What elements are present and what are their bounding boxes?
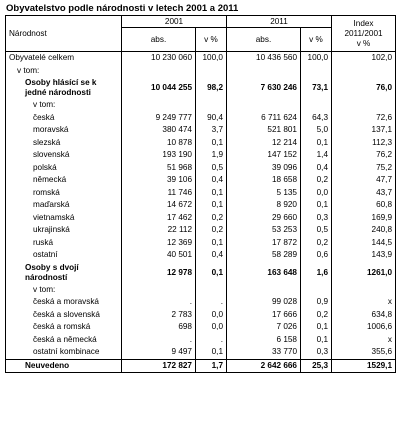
cell-abs-2001 (122, 65, 196, 78)
header-pct-2011: v % (301, 28, 332, 52)
cell-index: x (332, 334, 396, 347)
cell-label: v tom: (6, 284, 122, 297)
cell-abs-2001: 9 497 (122, 346, 196, 359)
cell-abs-2001: 17 462 (122, 212, 196, 225)
cell-abs-2001: . (122, 334, 196, 347)
table-row (6, 99, 396, 112)
table-row (6, 137, 396, 150)
cell-index: 1261,0 (332, 262, 396, 284)
header-index-line3: v % (356, 38, 371, 48)
cell-abs-2011 (227, 99, 301, 112)
cell-abs-2011 (227, 284, 301, 297)
cell-pct-2001 (196, 284, 227, 297)
table-row (6, 321, 396, 334)
cell-abs-2011: 163 648 (227, 262, 301, 284)
cell-abs-2011: 33 770 (227, 346, 301, 359)
table-row (6, 162, 396, 175)
cell-pct-2001: 0,1 (196, 187, 227, 200)
cell-index: 143,9 (332, 249, 396, 262)
cell-abs-2001: . (122, 296, 196, 309)
cell-abs-2011: 18 658 (227, 174, 301, 187)
cell-abs-2011: 17 666 (227, 309, 301, 322)
cell-abs-2011: 7 630 246 (227, 77, 301, 99)
cell-index: 43,7 (332, 187, 396, 200)
cell-pct-2011: 5,0 (301, 124, 332, 137)
table-row (6, 174, 396, 187)
table-caption: Obyvatelstvo podle národnosti v letech 2001 a 2011 (6, 3, 239, 14)
cell-pct-2011: 0,9 (301, 296, 332, 309)
cell-abs-2001 (122, 99, 196, 112)
header-index (332, 16, 396, 52)
cell-index: 240,8 (332, 224, 396, 237)
cell-index: 355,6 (332, 346, 396, 359)
cell-index: 1006,6 (332, 321, 396, 334)
cell-pct-2011: 0,2 (301, 309, 332, 322)
table-row (6, 112, 396, 125)
table-row (6, 262, 396, 284)
table-body (6, 52, 396, 373)
cell-label: polská (6, 162, 122, 175)
table-row (6, 237, 396, 250)
cell-pct-2001: 0,0 (196, 309, 227, 322)
cell-label: ukrajinská (6, 224, 122, 237)
cell-abs-2011: 29 660 (227, 212, 301, 225)
cell-label: slezská (6, 137, 122, 150)
cell-abs-2011: 99 028 (227, 296, 301, 309)
table-row (6, 199, 396, 212)
cell-pct-2011: 0,3 (301, 212, 332, 225)
cell-abs-2001: 172 827 (122, 359, 196, 373)
cell-index (332, 65, 396, 78)
table-row (6, 249, 396, 262)
cell-pct-2001: 90,4 (196, 112, 227, 125)
cell-pct-2001: 0,1 (196, 199, 227, 212)
cell-pct-2011: 0,2 (301, 174, 332, 187)
cell-pct-2011 (301, 284, 332, 297)
cell-pct-2011: 0,0 (301, 187, 332, 200)
cell-pct-2011: 64,3 (301, 112, 332, 125)
cell-pct-2001 (196, 99, 227, 112)
cell-label: Osoby s dvojí národností (6, 262, 122, 284)
cell-abs-2011: 58 289 (227, 249, 301, 262)
cell-abs-2001: 39 106 (122, 174, 196, 187)
cell-pct-2001 (196, 65, 227, 78)
cell-abs-2001: 10 044 255 (122, 77, 196, 99)
cell-abs-2001: 698 (122, 321, 196, 334)
cell-abs-2001: 193 190 (122, 149, 196, 162)
header-index-line2: 2011/2001 (344, 28, 383, 38)
cell-pct-2001: 0,1 (196, 137, 227, 150)
table-row (6, 224, 396, 237)
cell-label: slovenská (6, 149, 122, 162)
nationality-table (5, 15, 396, 373)
cell-pct-2001: 100,0 (196, 52, 227, 65)
cell-index: 72,6 (332, 112, 396, 125)
table-row (6, 52, 396, 65)
cell-index: 144,5 (332, 237, 396, 250)
cell-pct-2001: 1,7 (196, 359, 227, 373)
cell-label: Osoby hlásící se k jedné národnosti (6, 77, 122, 99)
header-abs-2011: abs. (227, 28, 301, 52)
table-row (6, 187, 396, 200)
table-row (6, 346, 396, 359)
cell-label: ostatní kombinace (6, 346, 122, 359)
cell-label: Obyvatelé celkem (6, 52, 122, 65)
cell-label: moravská (6, 124, 122, 137)
cell-pct-2001: 0,4 (196, 174, 227, 187)
cell-pct-2011: 1,4 (301, 149, 332, 162)
cell-pct-2001: 0,0 (196, 321, 227, 334)
cell-index: 76,2 (332, 149, 396, 162)
cell-abs-2011: 12 214 (227, 137, 301, 150)
cell-pct-2011: 25,3 (301, 359, 332, 373)
cell-abs-2001: 12 978 (122, 262, 196, 284)
cell-label: česká a romská (6, 321, 122, 334)
cell-abs-2001: 14 672 (122, 199, 196, 212)
cell-pct-2011: 0,1 (301, 321, 332, 334)
table-row (6, 212, 396, 225)
cell-abs-2011: 6 711 624 (227, 112, 301, 125)
cell-index: 47,7 (332, 174, 396, 187)
table-row (6, 124, 396, 137)
cell-pct-2011: 0,3 (301, 346, 332, 359)
header-year-2011: 2011 (227, 16, 332, 28)
cell-pct-2001: . (196, 334, 227, 347)
cell-abs-2011: 53 253 (227, 224, 301, 237)
cell-index: 112,3 (332, 137, 396, 150)
cell-abs-2011: 521 801 (227, 124, 301, 137)
table-header (6, 16, 396, 52)
cell-pct-2001: 0,1 (196, 262, 227, 284)
cell-label: v tom: (6, 65, 122, 78)
cell-index: 169,9 (332, 212, 396, 225)
cell-pct-2001: 1,9 (196, 149, 227, 162)
cell-index: 1529,1 (332, 359, 396, 373)
cell-pct-2011: 100,0 (301, 52, 332, 65)
cell-label: romská (6, 187, 122, 200)
cell-abs-2001 (122, 284, 196, 297)
cell-abs-2011: 5 135 (227, 187, 301, 200)
cell-abs-2001: 9 249 777 (122, 112, 196, 125)
cell-pct-2011: 1,6 (301, 262, 332, 284)
cell-pct-2011: 73,1 (301, 77, 332, 99)
cell-abs-2011: 7 026 (227, 321, 301, 334)
header-abs-2001: abs. (122, 28, 196, 52)
cell-pct-2011 (301, 65, 332, 78)
cell-pct-2011: 0,1 (301, 137, 332, 150)
cell-label: Neuvedeno (6, 359, 122, 373)
header-year-2001: 2001 (122, 16, 227, 28)
cell-pct-2011: 0,2 (301, 237, 332, 250)
table-row (6, 77, 396, 99)
cell-abs-2001: 51 968 (122, 162, 196, 175)
cell-label: česká a moravská (6, 296, 122, 309)
cell-abs-2001: 12 369 (122, 237, 196, 250)
cell-pct-2001: 0,1 (196, 237, 227, 250)
cell-abs-2001: 2 783 (122, 309, 196, 322)
cell-abs-2011: 2 642 666 (227, 359, 301, 373)
cell-abs-2001: 11 746 (122, 187, 196, 200)
cell-label: německá (6, 174, 122, 187)
table-row (6, 359, 396, 373)
cell-label: maďarská (6, 199, 122, 212)
cell-label: česká (6, 112, 122, 125)
cell-abs-2011: 8 920 (227, 199, 301, 212)
header-pct-2001: v % (196, 28, 227, 52)
header-index-line1: Index (353, 18, 374, 28)
cell-abs-2011 (227, 65, 301, 78)
cell-abs-2011: 10 436 560 (227, 52, 301, 65)
cell-abs-2011: 6 158 (227, 334, 301, 347)
cell-abs-2011: 17 872 (227, 237, 301, 250)
cell-abs-2001: 10 878 (122, 137, 196, 150)
cell-pct-2011 (301, 99, 332, 112)
cell-label: v tom: (6, 99, 122, 112)
cell-label: česká a slovenská (6, 309, 122, 322)
cell-index (332, 99, 396, 112)
cell-pct-2001: 0,2 (196, 224, 227, 237)
cell-label: česká a německá (6, 334, 122, 347)
table-row (6, 149, 396, 162)
cell-index (332, 284, 396, 297)
cell-abs-2001: 22 112 (122, 224, 196, 237)
cell-abs-2011: 39 096 (227, 162, 301, 175)
table-row (6, 65, 396, 78)
table-row (6, 284, 396, 297)
header-narodnost: Národnost (6, 16, 122, 52)
table-row (6, 334, 396, 347)
cell-abs-2001: 380 474 (122, 124, 196, 137)
cell-index: 137,1 (332, 124, 396, 137)
cell-index: x (332, 296, 396, 309)
cell-index: 60,8 (332, 199, 396, 212)
table-row (6, 309, 396, 322)
cell-label: ruská (6, 237, 122, 250)
cell-pct-2001: 98,2 (196, 77, 227, 99)
cell-index: 75,2 (332, 162, 396, 175)
cell-label: ostatní (6, 249, 122, 262)
cell-pct-2011: 0,1 (301, 199, 332, 212)
cell-pct-2011: 0,1 (301, 334, 332, 347)
cell-pct-2001: 3,7 (196, 124, 227, 137)
cell-pct-2001: 0,1 (196, 346, 227, 359)
cell-label: vietnamská (6, 212, 122, 225)
cell-pct-2011: 0,5 (301, 224, 332, 237)
cell-pct-2001: 0,5 (196, 162, 227, 175)
cell-index: 102,0 (332, 52, 396, 65)
cell-abs-2011: 147 152 (227, 149, 301, 162)
table-row (6, 296, 396, 309)
cell-abs-2001: 10 230 060 (122, 52, 196, 65)
cell-pct-2001: 0,4 (196, 249, 227, 262)
cell-index: 634,8 (332, 309, 396, 322)
cell-index: 76,0 (332, 77, 396, 99)
cell-abs-2001: 40 501 (122, 249, 196, 262)
cell-pct-2011: 0,6 (301, 249, 332, 262)
cell-pct-2001: 0,2 (196, 212, 227, 225)
cell-pct-2001: . (196, 296, 227, 309)
cell-pct-2011: 0,4 (301, 162, 332, 175)
